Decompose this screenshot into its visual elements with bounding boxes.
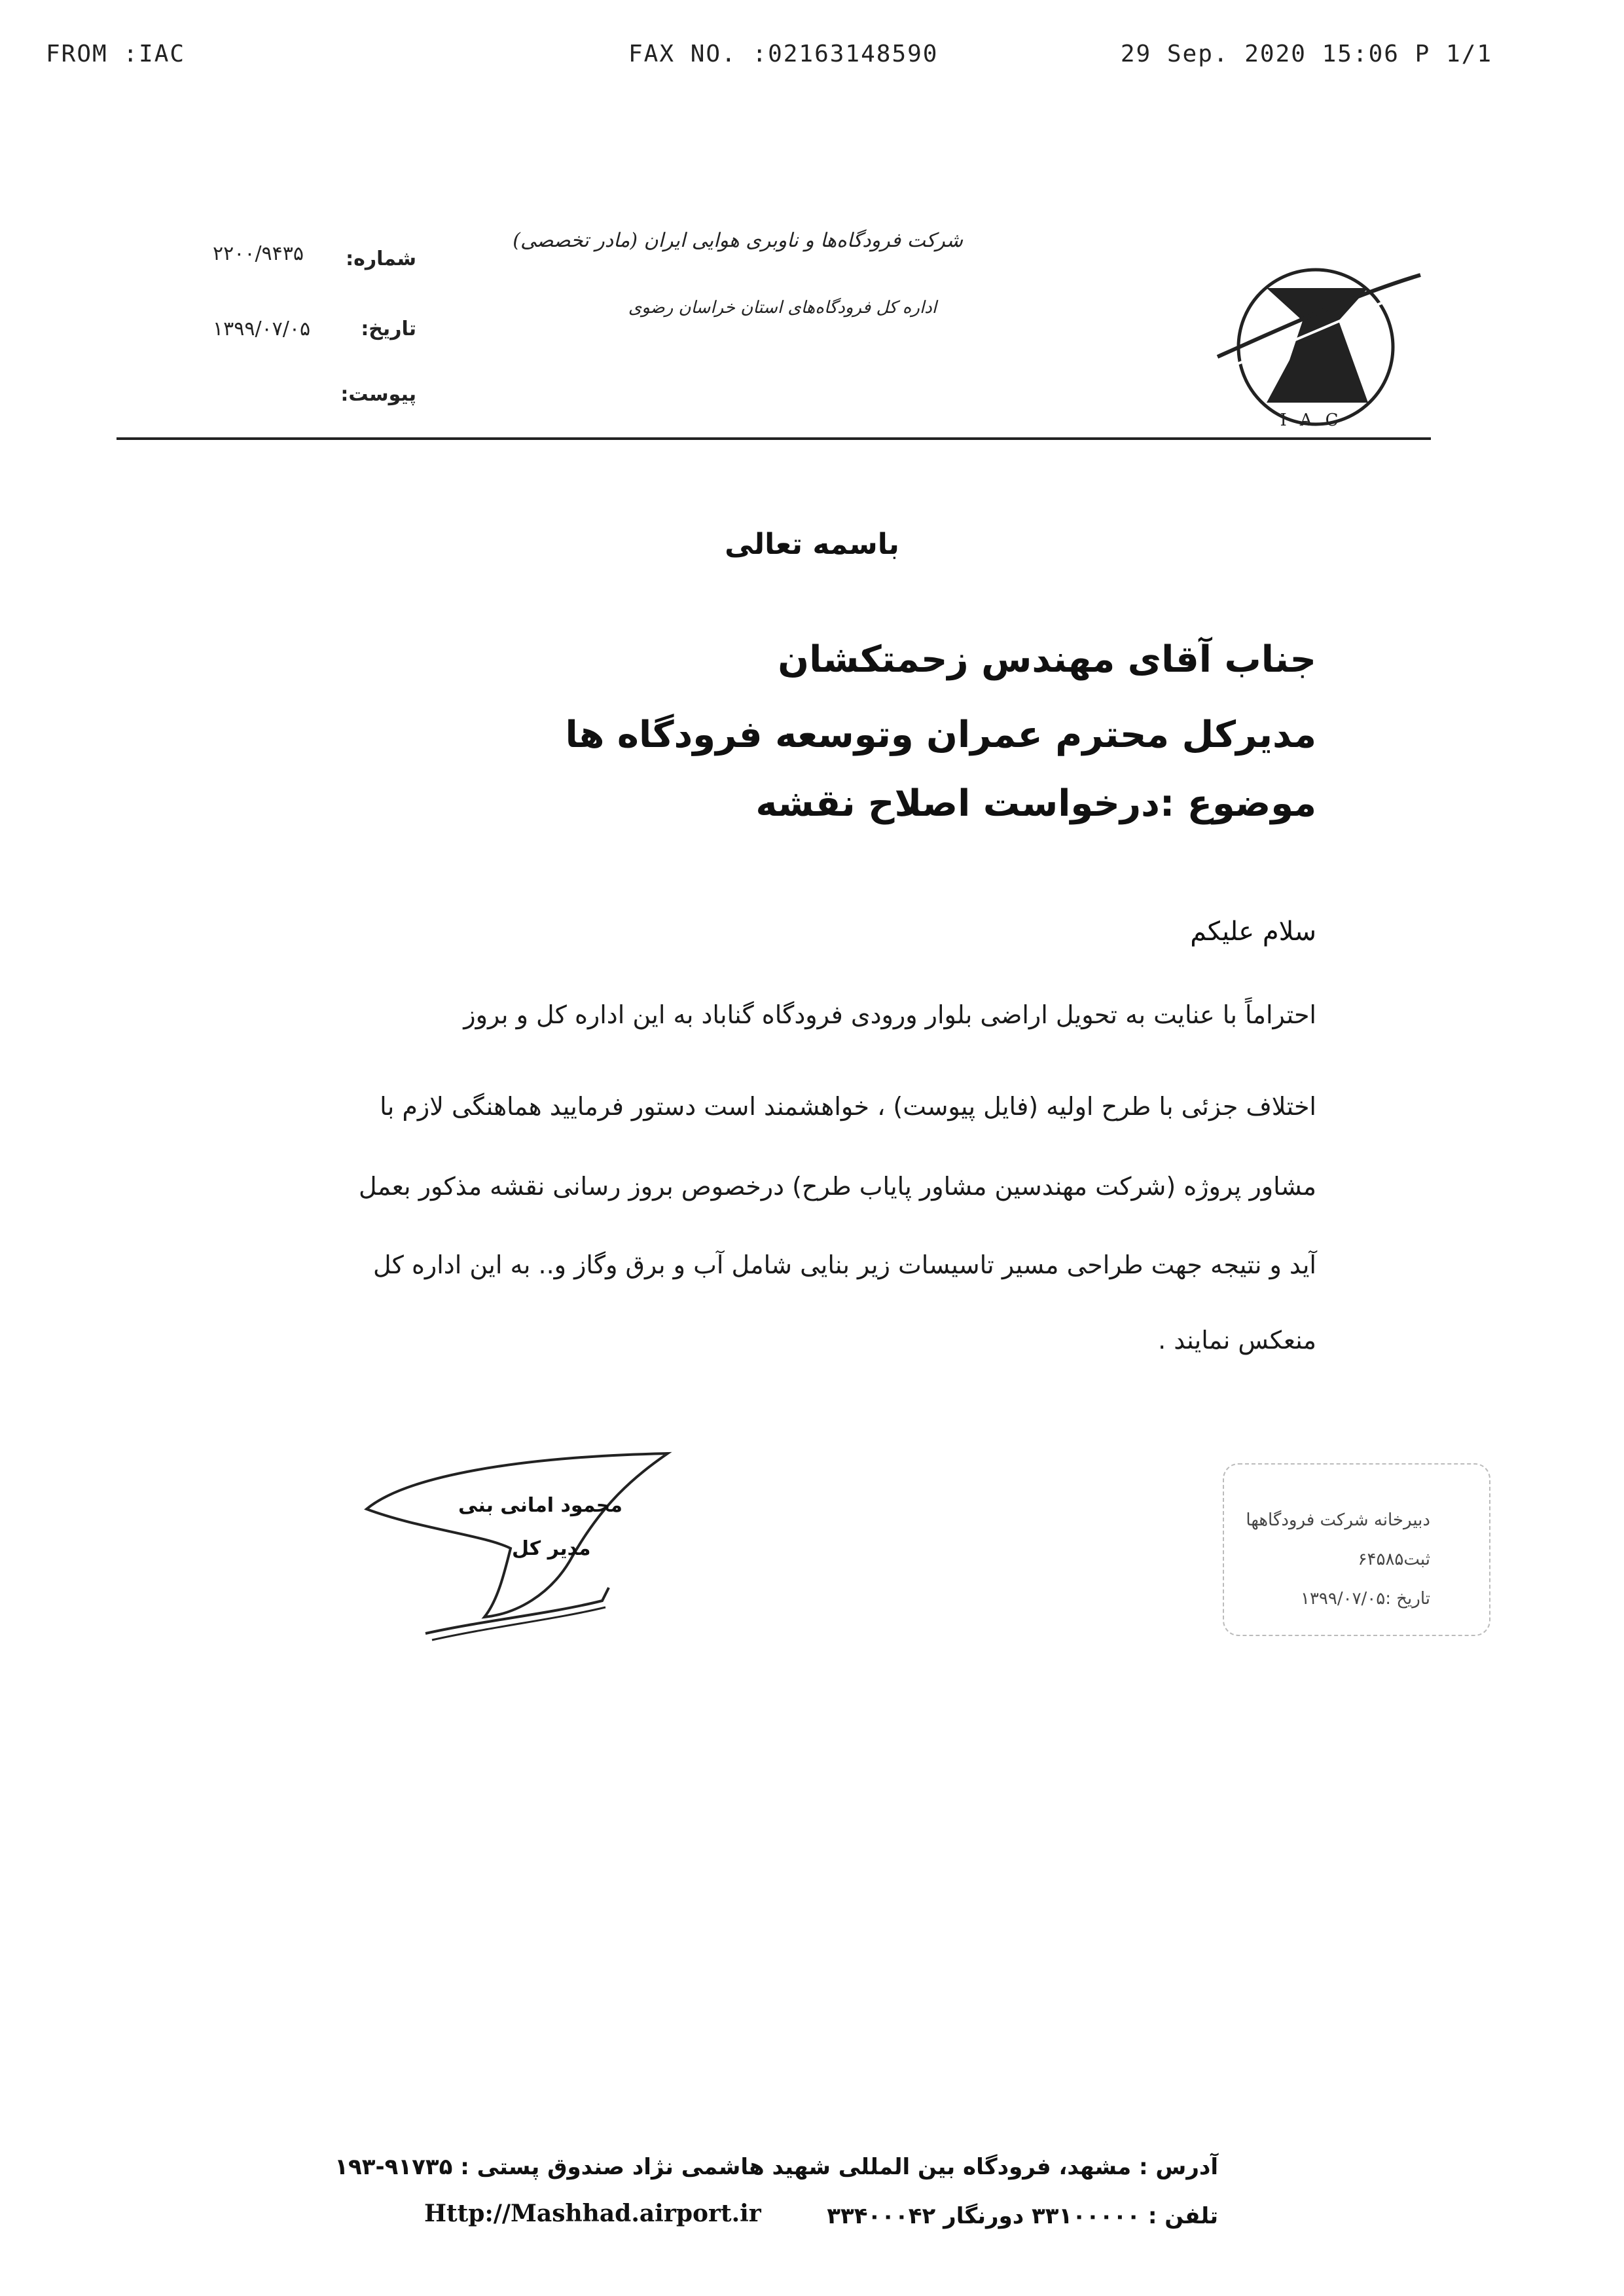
org-name: شرکت فرودگاه‌ها و ناوبری هوایی ایران (مادر تخصصی) [513, 229, 963, 252]
header-divider [117, 437, 1431, 440]
fax-datetime: 29 Sep. 2020 15:06 P 1/1 [1120, 41, 1492, 67]
date-value: ۱۳۹۹/۰۷/۰۵ [213, 318, 311, 340]
stamp-registry: دبیرخانه شرکت فرودگاهها [1246, 1510, 1430, 1530]
recipient: جناب آقای مهندس زحمتکشان [778, 638, 1316, 681]
footer-address: آدرس : مشهد، فرودگاه بین المللی شهید هاشمی نژاد صندوق پستی : ۹۱۷۳۵-۱۹۳ [334, 2154, 1218, 2180]
fax-number: FAX NO. :02163148590 [628, 41, 939, 67]
basmala: باسمه تعالی [725, 528, 899, 561]
fax-from: FROM :IAC [46, 41, 186, 67]
body-line: اختلاف جزئی با طرح اولیه (فایل پیوست) ، خواهشمند است دستور فرمایید هماهنگی لازم با [380, 1092, 1316, 1121]
date-label: تاریخ: [361, 318, 416, 340]
registry-stamp [1223, 1463, 1490, 1636]
attachment-label: پیوست: [340, 383, 416, 406]
recipient-title: مدیرکل محترم عمران وتوسعه فرودگاه ها [565, 714, 1316, 756]
signer-title: مدیر کل [512, 1537, 591, 1560]
body-line: آید و نتیجه جهت طراحی مسیر تاسیسات زیر بنایی شامل آب و برق وگاز و.. به این اداره کل [373, 1250, 1316, 1279]
fax-header [46, 41, 1492, 80]
org-department: اداره کل فرودگاه‌های استان خراسان رضوی [628, 298, 937, 318]
footer-phone: تلفن : ۳۳۱۰۰۰۰۰ دورنگار ۳۳۴۰۰۰۴۲ [827, 2203, 1218, 2229]
body-line: منعکس نمایند . [1158, 1326, 1316, 1355]
iac-logo-icon [1204, 249, 1427, 445]
logo-text: IAC [1280, 410, 1352, 430]
number-label: شماره: [346, 247, 416, 270]
signer-name: محمود امانی بنی [458, 1494, 623, 1517]
stamp-date: تاریخ :۱۳۹۹/۰۷/۰۵ [1300, 1589, 1430, 1609]
body-line: احتراماً با عنایت به تحویل اراضی بلوار ورودی فرودگاه گناباد به این اداره کل و بروز [463, 1000, 1316, 1029]
body-line: مشاور پروژه (شرکت مهندسین مشاور پایاب طرح) درخصوص بروز رسانی نقشه مذکور بعمل [358, 1172, 1316, 1201]
number-value: ۲۲۰۰/۹۴۳۵ [213, 242, 304, 265]
subject: موضوع :درخواست اصلاح نقشه [755, 782, 1316, 825]
stamp-number: ثبت۶۴۵۸۵ [1358, 1550, 1430, 1569]
salutation: سلام علیکم [1190, 917, 1316, 947]
footer-url: Http://Mashhad.airport.ir [424, 2200, 761, 2227]
